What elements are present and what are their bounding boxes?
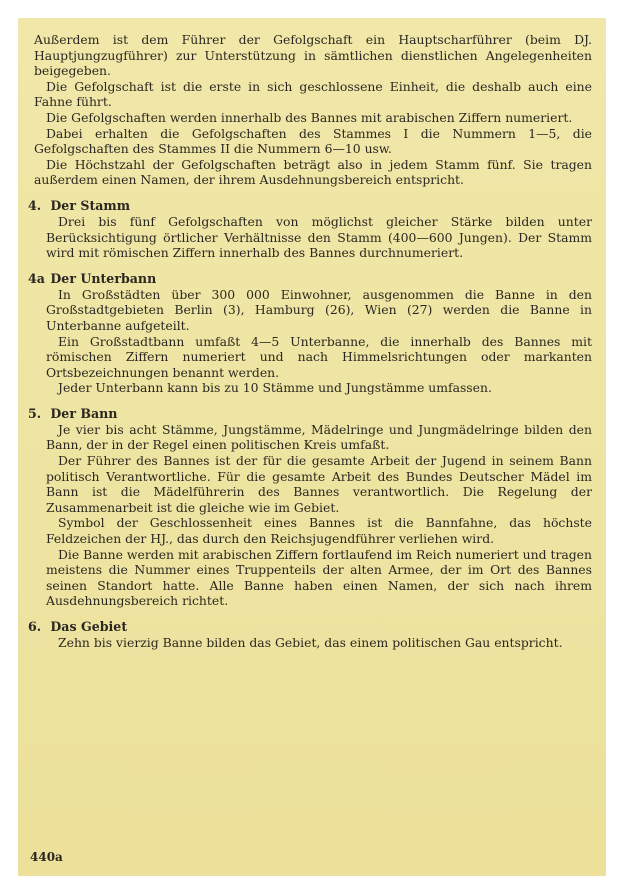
paragraph: Dabei erhalten die Gefolgschaften des Stammes I die Nummern 1—5, die Gefolgschaften des Stammes II die Nummern 6—10 usw. xyxy=(34,125,592,157)
paragraph: Je vier bis acht Stämme, Jungstämme, Mädelringe und Jungmädelringe bilden den Bann, der in der Regel einen politischen Kreis umfaßt. xyxy=(46,421,592,453)
paragraph: Die Gefolgschaft ist die erste in sich geschlossene Einheit, die deshalb auch eine Fahne führt. xyxy=(34,78,592,110)
section-title: Der Bann xyxy=(50,405,118,421)
page-number: 440a xyxy=(30,850,63,864)
paragraph: Der Führer des Bannes ist der für die gesamte Arbeit der Jugend in seinem Bann politisch Verantwortliche. Für die gesamte Arbeit des Bundes Deutscher Mädel im Bann ist die Mädelführerin des Bannes verantwortlich. Die Regelung der Zusammenarbeit ist die gleiche wie im Gebiet. xyxy=(46,453,592,515)
paragraph: Die Banne werden mit arabischen Ziffern fortlaufend im Reich numeriert und tragen meistens die Nummer eines Truppenteils der alten Armee, der im Ort des Bannes seinen Standort hatte. Alle Banne haben einen Namen, der sich nach ihrem Ausdehnungsbereich richtet. xyxy=(46,546,592,609)
section-number: 5. xyxy=(28,405,42,421)
paragraph: Symbol der Geschlossenheit eines Bannes ist die Bannfahne, das höchste Feldzeichen der HJ., das durch den Reichsjugendführer verliehen wird. xyxy=(46,515,592,547)
section-heading xyxy=(28,271,592,287)
document-page xyxy=(18,18,606,876)
section-number: 6. xyxy=(28,619,42,634)
section-gebiet xyxy=(28,619,592,651)
paragraph: Ein Großstadtbann umfaßt 4—5 Unterbanne, die innerhalb des Bannes mit römischen Ziffern numeriert und nach Himmelsrichtungen oder markanten Ortsbezeichnungen benannt werden. xyxy=(46,333,592,380)
paragraph: Jeder Unterbann kann bis zu 10 Stämme und Jungstämme umfassen. xyxy=(58,380,492,396)
paragraph: Die Höchstzahl der Gefolgschaften beträgt also in jedem Stamm fünf. Sie tragen außerdem einen Namen, der ihrem Ausdehnungsbereich entspricht. xyxy=(34,156,592,188)
paragraph: Die Gefolgschaften werden innerhalb des Bannes mit arabischen Ziffern numeriert. xyxy=(46,109,573,125)
section-title: Das Gebiet xyxy=(50,619,128,634)
section-title: Der Unterbann xyxy=(50,270,157,286)
section-unterbann xyxy=(28,271,592,396)
section-heading xyxy=(28,619,592,635)
section-title: Der Stamm xyxy=(50,197,131,213)
section-stamm xyxy=(28,198,592,261)
section-heading xyxy=(28,198,592,214)
paragraph: In Großstädten über 300 000 Einwohner, ausgenommen die Banne in den Großstadtgebieten Berlin (3), Hamburg (26), Wien (27) werden die Banne in Unterbanne aufgeteilt. xyxy=(46,286,592,333)
intro-block xyxy=(28,32,592,188)
paragraph: Drei bis fünf Gefolgschaften von möglichst gleicher Stärke bilden unter Berücksichtigung örtlicher Verhältnisse den Stamm (400—600 Jungen). Der Stamm wird mit römischen Ziffern innerhalb des Bannes durchnumeriert. xyxy=(46,213,592,261)
section-heading xyxy=(28,406,592,422)
section-bann xyxy=(28,406,592,609)
paragraph: Außerdem ist dem Führer der Gefolgschaft ein Hauptscharführer (beim DJ. Hauptjungzugführer) zur Unterstützung in sämtlichen dienstlichen Angelegenheiten beigegeben. xyxy=(34,32,592,79)
paragraph: Zehn bis vierzig Banne bilden das Gebiet, das einem politischen Gau entspricht. xyxy=(58,635,563,650)
section-number: 4a xyxy=(28,270,45,286)
section-number: 4. xyxy=(28,197,42,213)
